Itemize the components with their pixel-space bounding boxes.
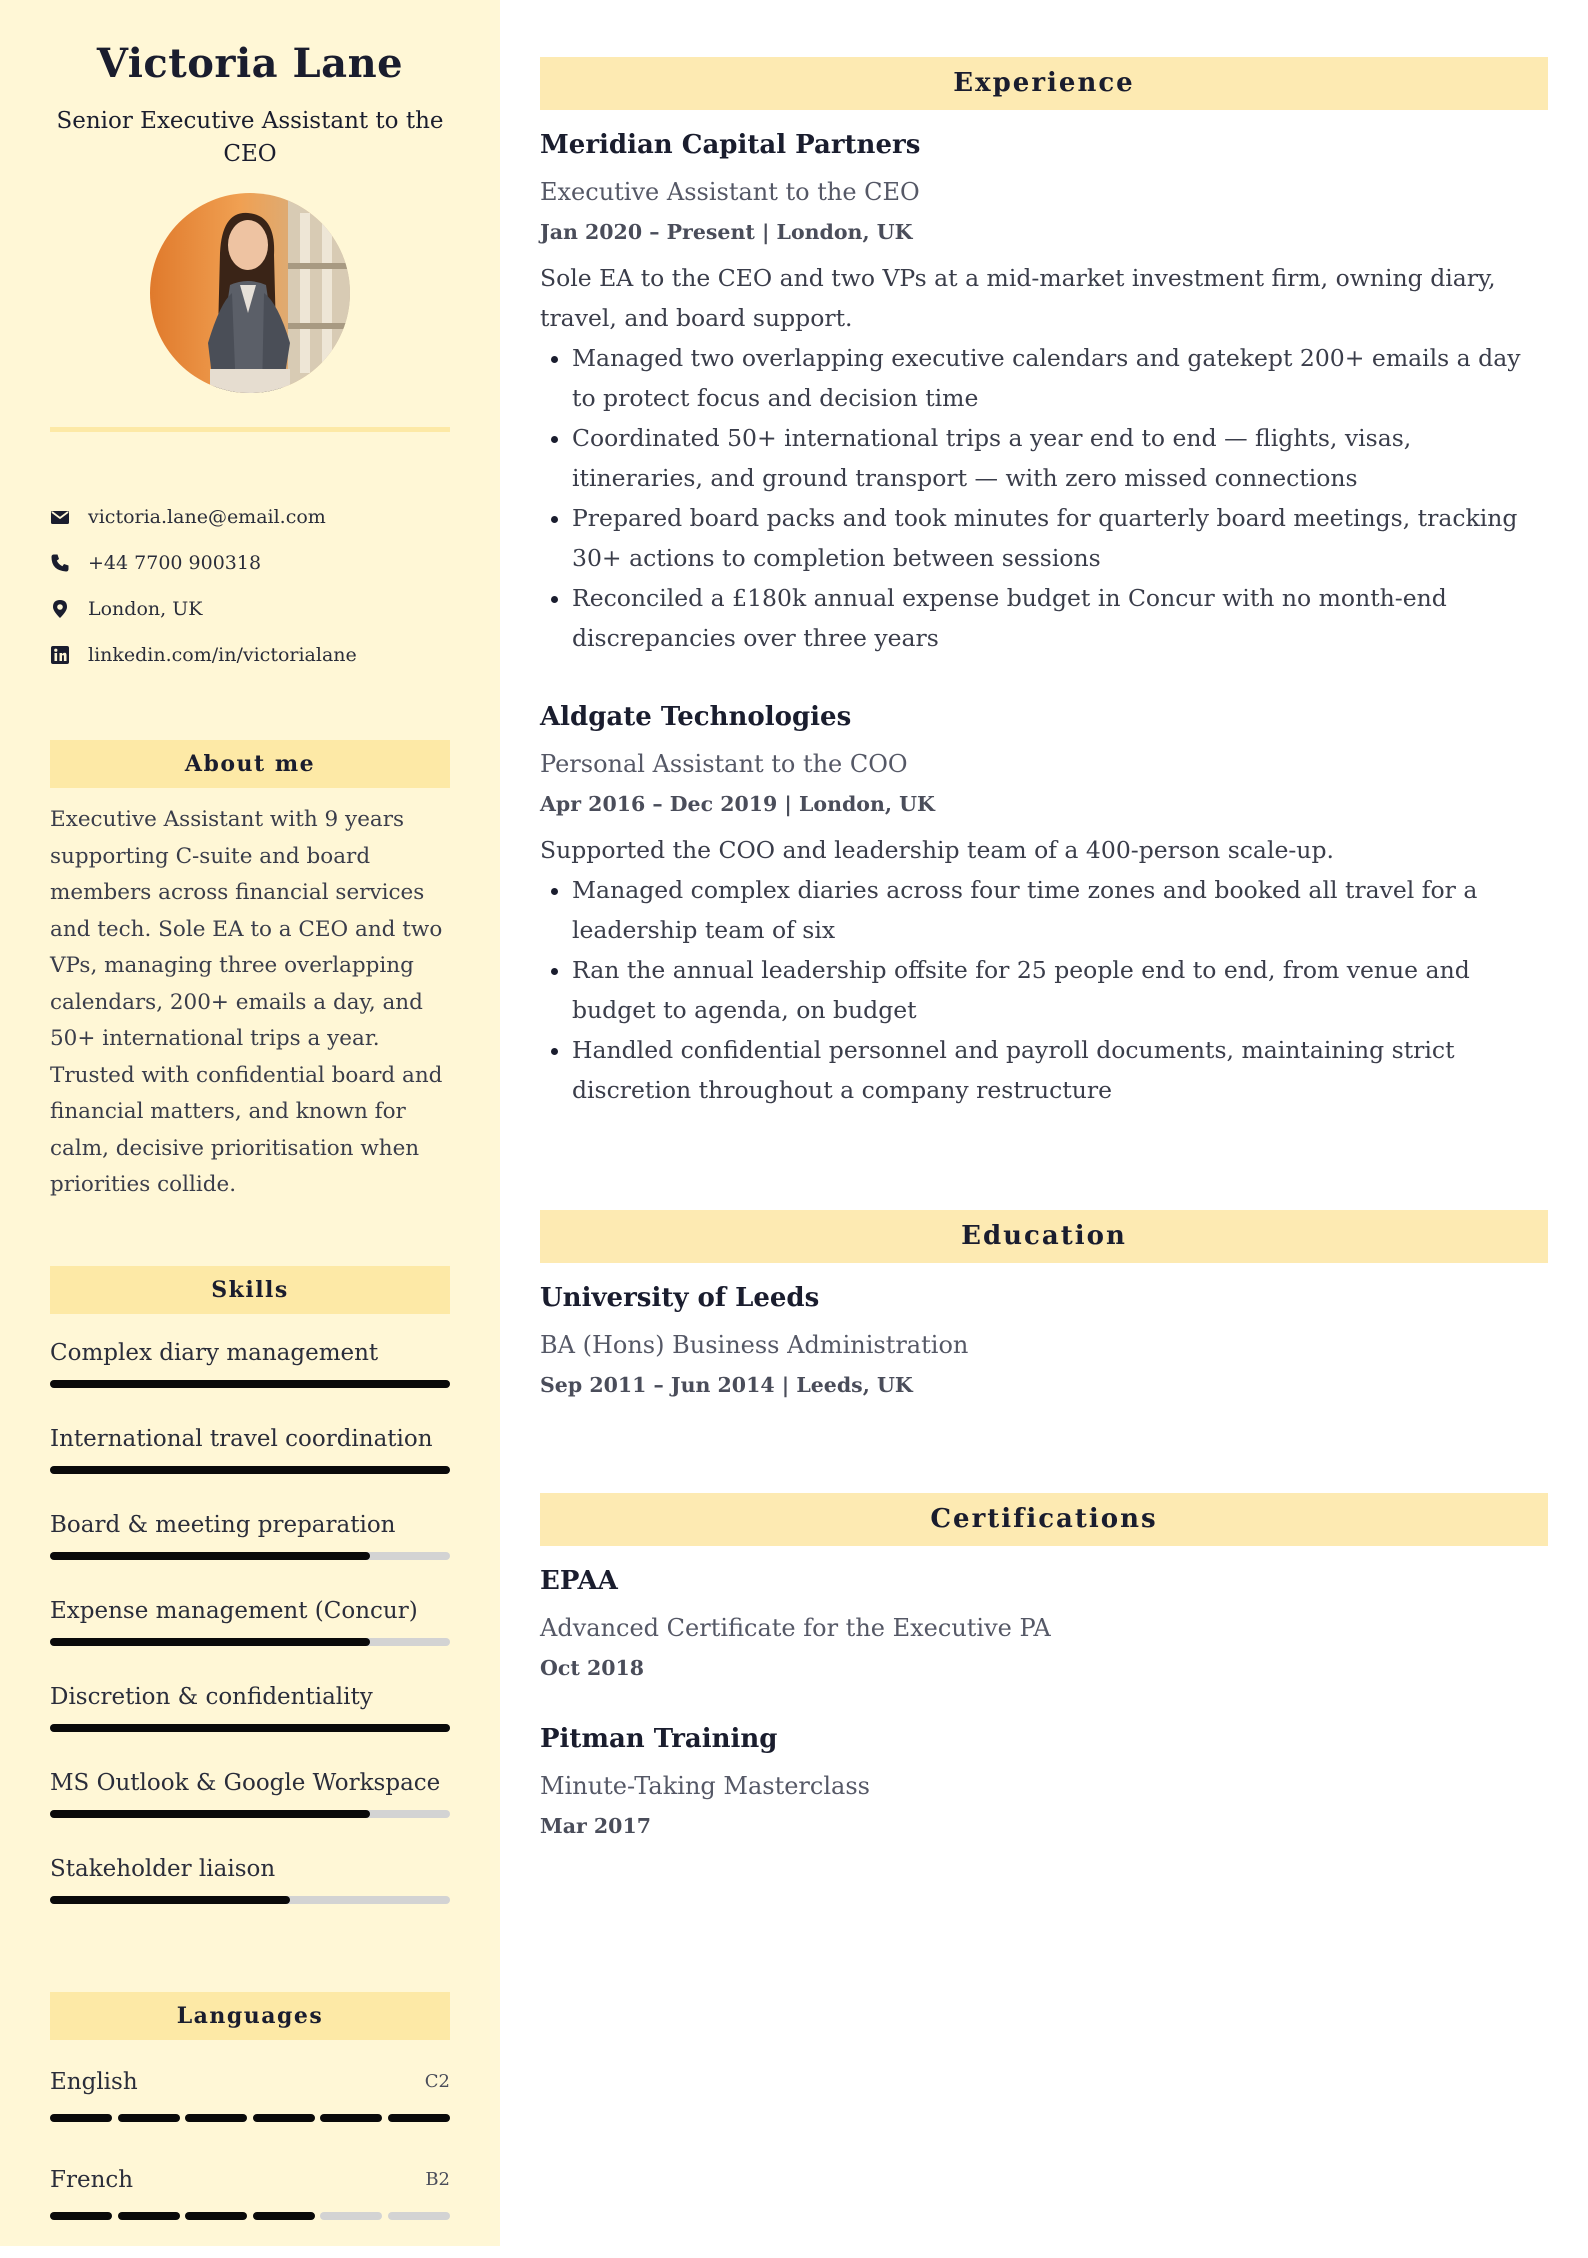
education-section [540,1210,1548,1397]
skill-level-fill [50,1724,450,1732]
skill-item [50,1506,450,1592]
skills-list [50,1334,450,1936]
language-level-segment [320,2114,382,2122]
job-bullet: • Managed complex diaries across four time zones and booked all travel for a leadership team of six [572,870,1548,950]
language-level-segment [185,2212,247,2220]
certification-title: Minute-Taking Masterclass [540,1772,870,1800]
job-dates: Jan 2020 – Present | London, UK [540,220,913,244]
skills-heading: Skills [50,1266,450,1314]
language-row [50,2160,450,2200]
contact-location-text: London, UK [88,598,203,620]
skill-level-fill [50,1466,450,1474]
main-content [540,0,1548,1838]
phone-icon [50,553,70,573]
job-title: Executive Assistant to the CEO [540,178,920,206]
experience-heading: Experience [540,57,1548,110]
contact-phone[interactable] [50,540,450,586]
skill-item [50,1850,450,1936]
skill-label: Complex diary management [50,1339,379,1366]
contact-email[interactable] [50,494,450,540]
education-heading: Education [540,1210,1548,1263]
language-level-segment [388,2212,450,2220]
education-degree: BA (Hons) Business Administration [540,1331,969,1359]
skill-label: Stakeholder liaison [50,1855,276,1882]
language-level: C2 [424,2071,450,2092]
language-level-segment [118,2114,180,2122]
skill-level-fill [50,1638,370,1646]
education-institution: University of Leeds [540,1283,820,1313]
contact-email-text: victoria.lane@email.com [88,506,326,528]
job-entry [540,702,1548,1110]
skill-label: Discretion & confidentiality [50,1683,373,1710]
skill-level-bar [50,1638,450,1646]
job-bullet: • Handled confidential personnel and payroll documents, maintaining strict discretion throughout a company restructure [572,1030,1548,1110]
skill-level-fill [50,1380,450,1388]
skill-label: International travel coordination [50,1425,433,1452]
language-level: B2 [425,2169,450,2190]
location-icon [50,599,70,619]
about-text: Executive Assistant with 9 years supporting C-suite and board members across financial services and tech. Sole EA to a CEO and two VPs, managing three overlapping calendars, 200+ emails a day, and 50+ international trips a year. Trusted with confidential board and financial matters, and known for calm, decisive prioritisation when priorities collide. [50,807,443,1197]
language-level-segment [320,2212,382,2220]
sidebar-divider [50,427,450,432]
skill-level-bar [50,1466,450,1474]
candidate-name: Victoria Lane [96,40,404,87]
job-title: Personal Assistant to the COO [540,750,908,778]
skill-level-bar [50,1380,450,1388]
skill-item [50,1764,450,1850]
skill-level-bar [50,1552,450,1560]
skill-item [50,1420,450,1506]
language-row [50,2062,450,2102]
certification-entry [540,1724,1548,1838]
contact-list [50,494,450,678]
job-company: Meridian Capital Partners [540,130,921,160]
skill-label: Expense management (Concur) [50,1597,418,1624]
certifications-heading: Certifications [540,1493,1548,1546]
profile-photo [150,193,350,393]
job-bullet: • Ran the annual leadership offsite for 25 people end to end, from venue and budget to agenda, on budget [572,950,1548,1030]
job-company: Aldgate Technologies [540,702,852,732]
language-name: English [50,2068,138,2095]
language-name: French [50,2166,134,2193]
language-level-segment [50,2212,112,2220]
education-dates: Sep 2011 – Jun 2014 | Leeds, UK [540,1373,913,1397]
email-icon [50,507,70,527]
job-bullet: • Prepared board packs and took minutes for quarterly board meetings, tracking 30+ actions to completion between sessions [572,498,1548,578]
job-summary: Supported the COO and leadership team of a 400-person scale-up. [540,836,1334,864]
languages-list [50,2062,450,2258]
job-bullet: • Reconciled a £180k annual expense budget in Concur with no month-end discrepancies over three years [572,578,1548,658]
education-entry [540,1283,1548,1397]
language-item [50,2062,450,2160]
skill-label: Board & meeting preparation [50,1511,396,1538]
certification-date: Mar 2017 [540,1814,651,1838]
contact-linkedin[interactable] [50,632,450,678]
skill-label: MS Outlook & Google Workspace [50,1769,441,1796]
job-bullet: • Coordinated 50+ international trips a year end to end — flights, visas, itineraries, and ground transport — with zero missed connections [572,418,1548,498]
certifications-section [540,1493,1548,1838]
skill-level-bar [50,1810,450,1818]
certification-date: Oct 2018 [540,1656,645,1680]
skill-level-bar [50,1724,450,1732]
contact-phone-text: +44 7700 900318 [88,552,262,574]
language-level-segment [118,2212,180,2220]
contact-location [50,586,450,632]
certification-issuer: Pitman Training [540,1724,778,1754]
about-heading: About me [50,740,450,788]
language-level-indicator [50,2212,450,2220]
job-entry [540,130,1548,658]
certification-entry [540,1566,1548,1680]
language-level-indicator [50,2114,450,2122]
language-level-segment [185,2114,247,2122]
sidebar [0,0,500,2246]
skill-level-bar [50,1896,450,1904]
skill-item [50,1592,450,1678]
job-bullet: • Managed two overlapping executive calendars and gatekept 200+ emails a day to protect focus and decision time [572,338,1548,418]
candidate-role: Senior Executive Assistant to the CEO [56,108,444,167]
language-level-segment [253,2212,315,2220]
experience-section [540,57,1548,1110]
job-bullets [540,338,1548,658]
skill-level-fill [50,1896,290,1904]
skill-level-fill [50,1810,370,1818]
language-level-segment [388,2114,450,2122]
certification-issuer: EPAA [540,1566,618,1596]
skill-item [50,1334,450,1420]
language-level-segment [50,2114,112,2122]
certification-title: Advanced Certificate for the Executive PA [540,1614,1051,1642]
job-dates: Apr 2016 – Dec 2019 | London, UK [540,792,935,816]
job-summary: Sole EA to the CEO and two VPs at a mid-market investment firm, owning diary, travel, and board support. [540,264,1496,332]
languages-heading: Languages [50,1992,450,2040]
job-bullets [540,870,1548,1110]
linkedin-icon [50,645,70,665]
skill-item [50,1678,450,1764]
skill-level-fill [50,1552,370,1560]
contact-linkedin-text: linkedin.com/in/victorialane [88,644,357,666]
language-level-segment [253,2114,315,2122]
language-item [50,2160,450,2258]
